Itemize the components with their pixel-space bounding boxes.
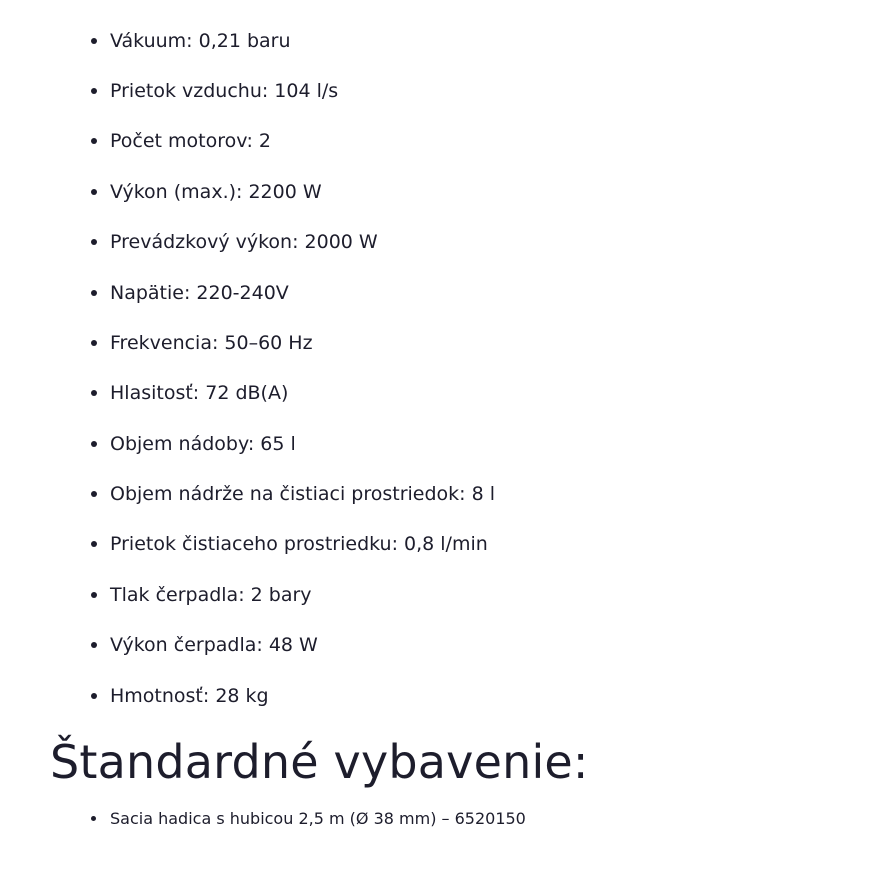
spec-item-frequency: Frekvencia: 50–60 Hz: [110, 332, 313, 354]
spec-item-voltage: Napätie: 220-240V: [110, 282, 289, 304]
spec-item-tank-volume: Objem nádoby: 65 l: [110, 433, 296, 455]
equipment-item-suction-hose: Sacia hadica s hubicou 2,5 m (Ø 38 mm) – 6520150: [110, 809, 526, 828]
spec-item-detergent-tank: Objem nádrže na čistiaci prostriedok: 8 l: [110, 483, 496, 505]
spec-item-pump-power: Výkon čerpadla: 48 W: [110, 634, 318, 656]
spec-item-detergent-flow: Prietok čistiaceho prostriedku: 0,8 l/min: [110, 533, 488, 555]
spec-item-noise: Hlasitosť: 72 dB(A): [110, 382, 289, 404]
standard-equipment-heading: Štandardné vybavenie:: [50, 735, 589, 789]
spec-item-vacuum: Vákuum: 0,21 baru: [110, 30, 291, 52]
spec-item-weight: Hmotnosť: 28 kg: [110, 685, 269, 707]
spec-item-max-power: Výkon (max.): 2200 W: [110, 181, 322, 203]
spec-item-airflow: Prietok vzduchu: 104 l/s: [110, 80, 339, 102]
spec-item-motor-count: Počet motorov: 2: [110, 130, 271, 152]
spec-item-operating-power: Prevádzkový výkon: 2000 W: [110, 231, 378, 253]
spec-item-pump-pressure: Tlak čerpadla: 2 bary: [110, 584, 312, 606]
